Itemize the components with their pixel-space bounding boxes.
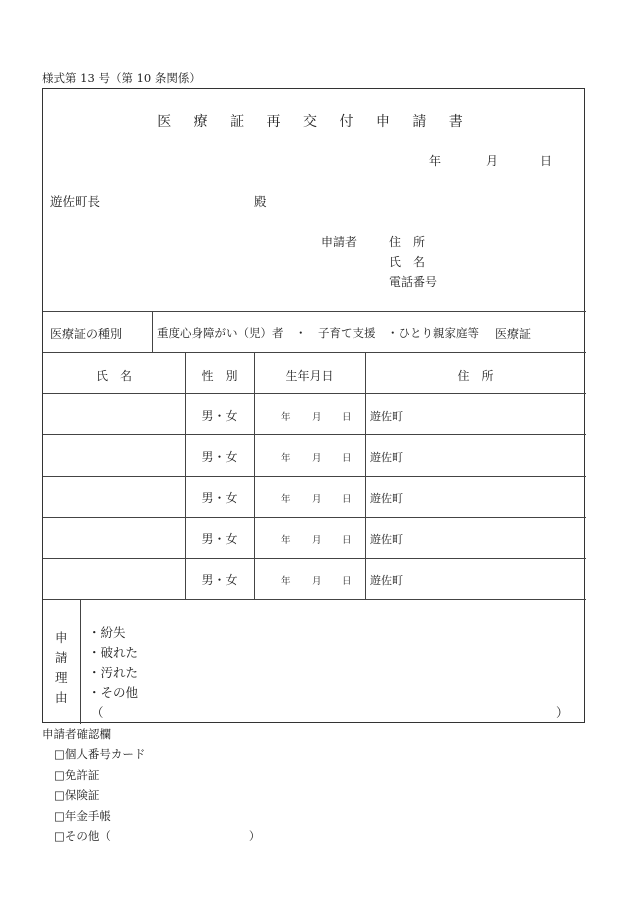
divider [43, 393, 586, 394]
divider [43, 311, 586, 312]
reason-label-char: 理 [55, 670, 68, 685]
form-title: 医 療 証 再 交 付 申 請 書 [157, 114, 472, 130]
row-address: 遊佐町 [370, 410, 403, 423]
row-sex: 男・女 [201, 573, 238, 587]
certificate-type-label: 医療証の種別 [50, 327, 123, 341]
row-birth-month: 月 [312, 535, 322, 546]
row-birth-month: 月 [312, 412, 322, 423]
reason-other: ・その他 [88, 685, 139, 700]
reason-label-char: 由 [55, 690, 68, 705]
header-sex: 性 別 [201, 369, 238, 383]
confirmation-other: □その他（ ） [54, 829, 261, 843]
reason-label-char: 申 [55, 630, 68, 645]
applicant-name-label: 氏 名 [389, 255, 426, 269]
divider [43, 434, 586, 435]
reason-label-char: 請 [55, 650, 68, 665]
addressee-honorific: 殿 [254, 194, 267, 209]
divider [365, 352, 366, 599]
header-name: 氏 名 [95, 369, 132, 383]
row-address: 遊佐町 [370, 451, 403, 464]
row-birth-year: 年 [281, 494, 291, 505]
confirmation-my-number-card: □個人番号カード [54, 747, 146, 761]
confirmation-title: 申請者確認欄 [42, 727, 111, 741]
row-sex: 男・女 [201, 491, 238, 505]
addressee-name: 遊佐町長 [50, 194, 101, 209]
row-birth-day: 日 [342, 412, 352, 423]
row-birth-year: 年 [281, 535, 291, 546]
certificate-type-options: 重度心身障がい（児）者 ・ 子育て支援 ・ひとり親家庭等 [157, 326, 479, 340]
row-birth-day: 日 [342, 535, 352, 546]
row-birth-day: 日 [342, 576, 352, 587]
applicant-address-label: 住 所 [389, 235, 426, 249]
divider [254, 352, 255, 599]
confirmation-insurance-card: □保険証 [54, 788, 100, 802]
header-birthdate: 生年月日 [285, 369, 334, 383]
row-birth-month: 月 [312, 494, 322, 505]
confirmation-pension-book: □年金手帳 [54, 809, 111, 823]
reason-dirty: ・汚れた [88, 665, 139, 680]
divider [43, 517, 586, 518]
certificate-type-suffix: 医療証 [495, 327, 532, 341]
row-birth-month: 月 [312, 453, 322, 464]
row-birth-year: 年 [281, 576, 291, 587]
row-sex: 男・女 [201, 409, 238, 423]
divider [43, 599, 586, 600]
row-address: 遊佐町 [370, 574, 403, 587]
application-form [42, 88, 585, 723]
applicant-phone-label: 電話番号 [389, 275, 438, 289]
date-year: 年 [429, 154, 442, 168]
row-sex: 男・女 [201, 450, 238, 464]
divider [185, 352, 186, 599]
row-birth-year: 年 [281, 412, 291, 423]
reason-lost: ・紛失 [88, 625, 126, 640]
header-address: 住 所 [457, 369, 494, 383]
date-day: 日 [540, 154, 553, 168]
reason-other-open-paren: （ [91, 705, 104, 720]
divider [80, 599, 81, 724]
row-birth-day: 日 [342, 453, 352, 464]
form-code: 様式第 13 号（第 10 条関係） [42, 71, 201, 85]
row-birth-day: 日 [342, 494, 352, 505]
divider [43, 476, 586, 477]
applicant-label: 申請者 [321, 235, 358, 249]
date-month: 月 [486, 154, 499, 168]
row-birth-year: 年 [281, 453, 291, 464]
row-birth-month: 月 [312, 576, 322, 587]
reason-other-close-paren: ） [556, 705, 569, 720]
divider [152, 311, 153, 352]
reason-torn: ・破れた [88, 645, 139, 660]
row-address: 遊佐町 [370, 492, 403, 505]
row-address: 遊佐町 [370, 533, 403, 546]
row-sex: 男・女 [201, 532, 238, 546]
divider [43, 558, 586, 559]
divider [43, 352, 586, 353]
confirmation-drivers-license: □免許証 [54, 768, 100, 782]
